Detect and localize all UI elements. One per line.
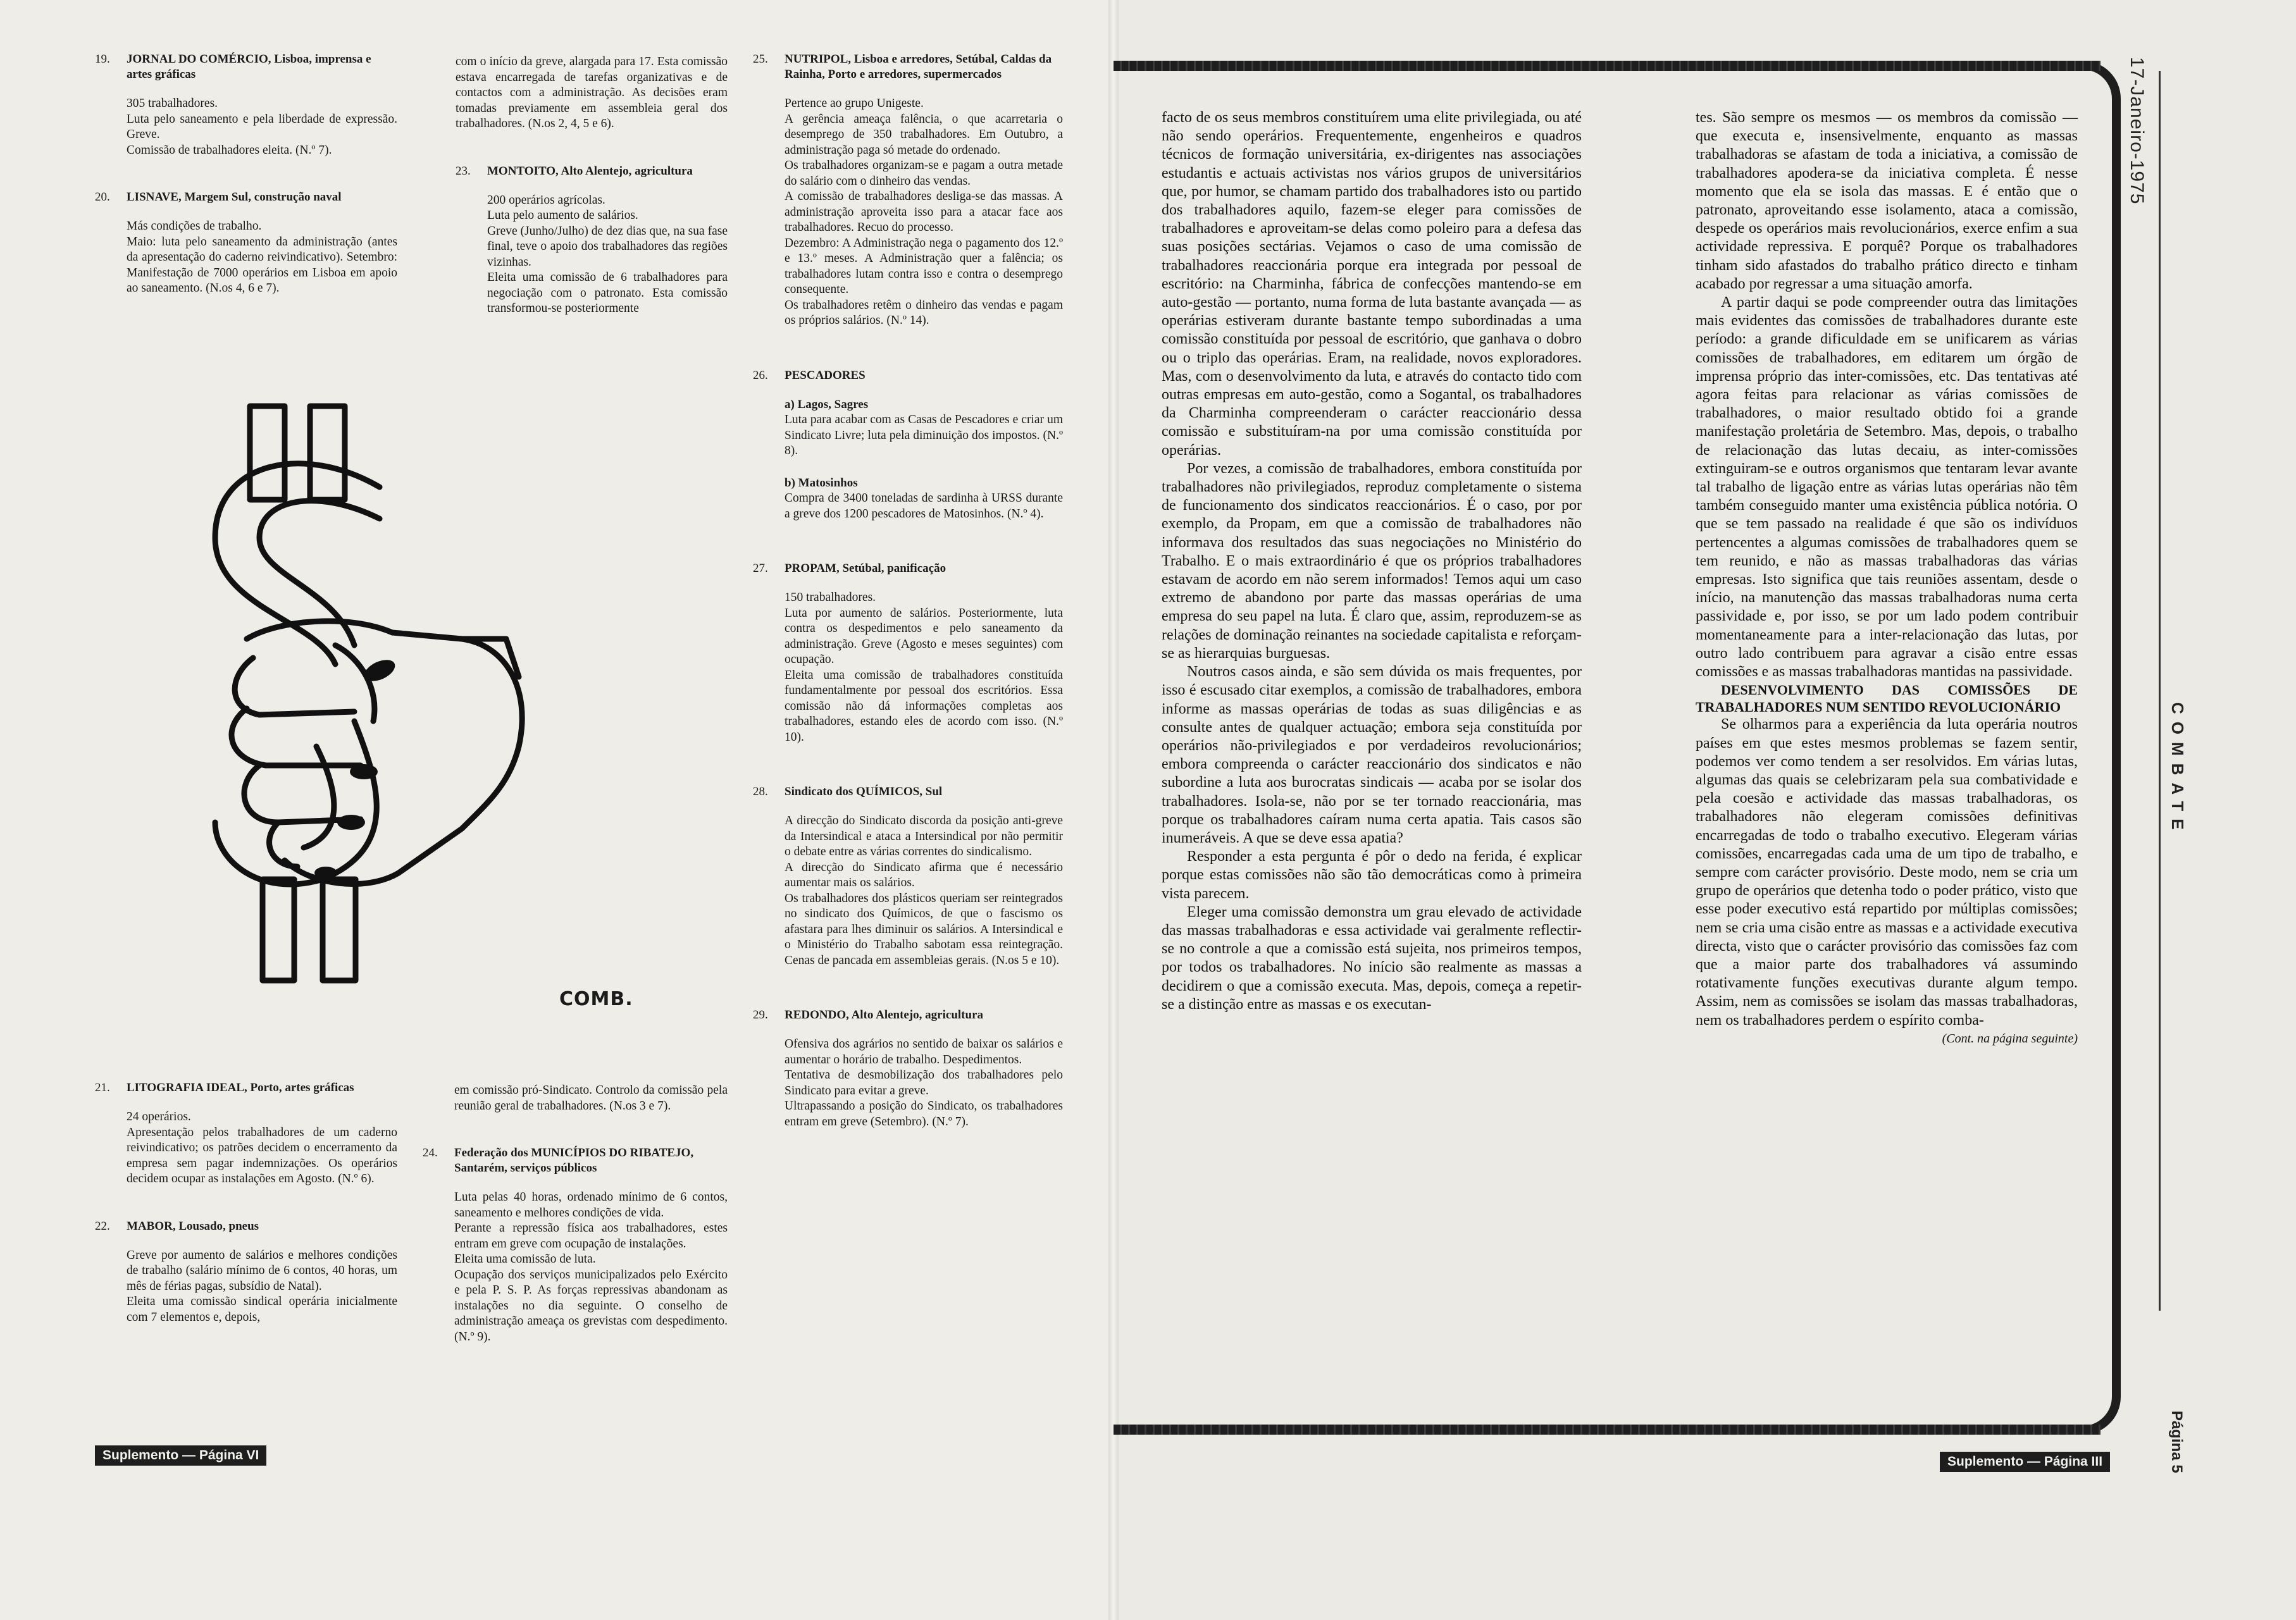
entry-number: 25. bbox=[753, 53, 768, 66]
section-heading: DESENVOLVIMENTO DAS COMISSÕES DE TRABALHADORES NUM SENTIDO REVOLUCIONÁRIO bbox=[1696, 682, 2078, 715]
listing-entry bbox=[95, 52, 397, 158]
listing-entry bbox=[753, 52, 1063, 329]
entry-title bbox=[456, 164, 728, 179]
listing-entry bbox=[95, 1080, 397, 1187]
continuation-text: com o início da greve, alargada para 17. Esta comissão estava encarregada de tarefas organizativas e de contactos com a administração. As decisões eram tomadas previamente em assembleia geral dos trabalhadores. (N.os 2, 4, 5 e 6). bbox=[456, 55, 728, 130]
entry-title bbox=[95, 1219, 397, 1234]
article-paragraph: facto de os seus membros constituírem uma elite privilegiada, ou até não sendo operários. Frequentemente, engenheiros e quadros técnicos de formação universitária, ex-dirigentes nas associações estudantis e actuais activistas nos vários grupos de universitários que, por humor, se chamam partido dos trabalhadores isto ou partido dos trabalhadores aquilo, fazem-se eleger para comissões de trabalhadores e aproveitam-se delas como poleiro para a defesa das suas posições sectárias. Vejamos o caso de uma comissão de trabalhadores reaccionária porque era integrada por pessoal de escritório: na Charminha, fábrica de confecções mantendo-se em auto-gestão — portanto, numa forma de luta bastante avançada — as operárias estiveram durante bastante tempo subordinadas a uma comissão constituída por pessoal de escritório, que ganhava o dobro ou o triplo das operárias. Eram, na realidade, novos exploradores. Mas, com o desenvolvimento da luta, e através do contacto tido com outras empresas em auto-gestão, como a Sogantal, os trabalhadores da Charminha compreenderam o carácter reaccionário dessa comissão e substituíram-na por uma comissão constituída por operárias. bbox=[1162, 109, 1582, 459]
entry-paragraph: A direcção do Sindicato discorda da posição anti-greve da Intersindical e ataca a Intersindical por não permitir o debate entre as várias correntes do sindicalismo. bbox=[785, 814, 1063, 858]
entry-paragraph: Luta pelas 40 horas, ordenado mínimo de 6 contos, saneamento e melhores condições de vida. bbox=[454, 1190, 728, 1220]
entry-paragraph: 305 trabalhadores. bbox=[127, 97, 218, 110]
article-paragraph: Eleger uma comissão demonstra um grau elevado de actividade das massas trabalhadoras e essa actividade vai geralmente reflectir-se no controle a que a comissão está sujeita, nos primeiros tempos, por todos os trabalhadores. No início são realmente as massas a decidirem o que a comissão executa. Mas, depois, começa a repetir-se a distinção entre as massas e os executan- bbox=[1162, 903, 1582, 1013]
entry-paragraph: Eleita uma comissão de trabalhadores constituída fundamentalmente por pessoal dos escritórios. Essa comissão não dá informações completas aos trabalhadores, estando eles de acordo com isso. (N.º 10). bbox=[785, 668, 1063, 744]
entry-paragraph: Ocupação dos serviços municipalizados pelo Exército e pela P. S. P. As forças repressivas abandonam as instalações no dia seguinte. O conselho de administração ameaça os grevistas com despedimento. (N.º 9). bbox=[454, 1268, 728, 1344]
entry-heading: Federação dos MUNICÍPIOS DO RIBATEJO, Santarém, serviços públicos bbox=[454, 1146, 694, 1175]
entry-paragraph: 150 trabalhadores. bbox=[785, 591, 876, 604]
entry-paragraph: Os trabalhadores dos plásticos queriam ser reintegrados no sindicato dos Químicos, de que o fascismo os afastara para lhes diminuir os salários. A Intersindical e o Ministério do Trabalho sabotam essa reintegração. Cenas de pancada em assembleias gerais. (N.os 5 e 10). bbox=[785, 891, 1063, 967]
vertical-date: 17-Janeiro-1975 bbox=[2126, 57, 2147, 205]
entry-paragraph: Eleita uma comissão sindical operária inicialmente com 7 elementos e, depois, bbox=[127, 1295, 397, 1324]
continuation-text: em comissão pró-Sindicato. Controlo da comissão pela reunião geral de trabalhadores. (N.os 3 e 7). bbox=[454, 1084, 728, 1113]
entry-heading: LISNAVE, Margem Sul, construção naval bbox=[127, 190, 342, 204]
article-paragraph: Se olharmos para a experiência da luta operária noutros países em que estes mesmos problemas se fazem sentir, podemos ver como tendem a ser resolvidos. Em várias lutas, algumas das quais se celebrizaram pela sua combatividade e pela coesão e actividade das massas trabalhadoras, os trabalhadores não elegeram comissões definitivas encarregadas de todo o trabalho executivo. Elegeram várias comissões, encarregadas cada uma de um tipo de trabalho, e sempre com carácter provisório. Deste modo, nem se cria um grupo de operários que detenha todo o poder prático, visto que esse poder executivo está repartido por múltiplas comissões; nem se cria uma cisão entre as massas e a actividade executiva directa, visto que o carácter provisório das comissões faz com que a maior parte dos trabalhadores vá assumindo rotativamente funções executivas durante algum tempo. Assim, nem as comissões se isolam das massas trabalhadoras, nem os trabalhadores perdem o espírito comba- bbox=[1696, 716, 2078, 1029]
column-2-upper bbox=[456, 54, 728, 349]
entry-paragraph: Greve (Junho/Julho) de dez dias que, na sua fase final, teve o apoio dos trabalhadores das regiões vizinhas. bbox=[487, 224, 728, 269]
frame-bottom-bar bbox=[1114, 1425, 2101, 1435]
entry-paragraph: Luta por aumento de salários. Posteriormente, luta contra os despedimentos e pelo saneamento da administração. Greve (Agosto e meses seguintes) com ocupação. bbox=[785, 606, 1063, 666]
entry-heading: LITOGRAFIA IDEAL, Porto, artes gráficas bbox=[127, 1081, 354, 1094]
entry-number: 29. bbox=[753, 1008, 768, 1022]
listing-entry bbox=[753, 1008, 1063, 1130]
entry-paragraph: Más condições de trabalho. bbox=[127, 220, 262, 233]
listing-entry bbox=[753, 368, 1063, 522]
entry-title bbox=[423, 1146, 728, 1176]
article-paragraph: A partir daqui se pode compreender outra das limitações mais evidentes das comissões de trabalhadores durante este período: a grande dificuldade em se unificarem as várias comissões de trabalhadores, em editarem um órgão de imprensa próprio das inter-comissões, etc. Das tentativas até agora feitas para relacionar as várias comissões de trabalhadores, o maior resultado obtido foi a grande manifestação proletária de Setembro. Mas, depois, o trabalho de relacionação das lutas decaiu, as inter-comissões extinguiram-se e outros organismos que tentaram levar avante tal trabalho de ligação entre as várias lutas operárias não têm também conseguido manter uma existência pública notória. O que se tem passado na realidade é que são os indivíduos pertencentes a algumas comissões de trabalhadores quem se tem reunido, e não as massas trabalhadoras das várias empresas. Isto significa que tais reuniões assentam, desde o início, na manutenção das massas trabalhadoras numa certa passividade e, por isso, se por um lado podem contribuir momentaneamente para a inter-relacionação das lutas, por outro lado contribuem para agravar a cisão entre essas comissões e as massas trabalhadoras mantidas na passividade. bbox=[1696, 294, 2078, 681]
entry-paragraph: Luta pelo aumento de salários. bbox=[487, 209, 638, 222]
sub-heading: b) Matosinhos bbox=[785, 476, 858, 490]
entry-number: 27. bbox=[753, 562, 768, 575]
listing-entry bbox=[753, 784, 1063, 968]
entry-paragraph: Eleita uma comissão de 6 trabalhadores para negociação com o patronato. Esta comissão transformou-se posteriormente bbox=[487, 271, 728, 315]
entry-paragraph: Eleita uma comissão de luta. bbox=[454, 1252, 596, 1266]
illustration-signature: COMB. bbox=[559, 988, 633, 1010]
column-3 bbox=[753, 52, 1063, 1169]
entry-title bbox=[95, 190, 397, 205]
masthead-vertical: COMBATE bbox=[2168, 702, 2187, 838]
listing-entry bbox=[95, 190, 397, 297]
entry-heading: Sindicato dos QUÍMICOS, Sul bbox=[785, 785, 943, 798]
article-column-b bbox=[1696, 109, 2078, 1048]
entry-paragraph: A direcção do Sindicato afirma que é necessário aumentar mais os salários. bbox=[785, 860, 1063, 889]
page-number-vertical: Página 5 bbox=[2168, 1411, 2185, 1473]
entry-title bbox=[753, 52, 1063, 82]
entry-title bbox=[753, 368, 1063, 383]
entry-paragraph: Ofensiva dos agrários no sentido de baixar os salários e aumentar o horário de trabalho. Despedimentos. bbox=[785, 1037, 1063, 1067]
entry-number: 23. bbox=[456, 164, 471, 178]
entry-paragraph: Greve por aumento de salários e melhores condições de trabalho (salário mínimo de 6 contos, 40 horas, um mês de férias pagas, subsídio de Natal). bbox=[127, 1248, 397, 1293]
entry-title bbox=[753, 561, 1063, 576]
entry-paragraph: Perante a repressão física aos trabalhadores, estes entram em greve com ocupação de instalações. bbox=[454, 1221, 728, 1251]
entry-number: 20. bbox=[95, 190, 110, 204]
entry-number: 19. bbox=[95, 53, 110, 66]
entry-number: 24. bbox=[423, 1146, 438, 1159]
entry-heading: NUTRIPOL, Lisboa e arredores, Setúbal, Caldas da Rainha, Porto e arredores, supermercados bbox=[785, 53, 1052, 81]
listing-entry bbox=[95, 1219, 397, 1326]
listing-entry bbox=[456, 164, 728, 317]
entry-paragraph: Luta para acabar com as Casas de Pescadores e criar um Sindicato Livre; luta pela diminuição dos impostos. (N.º 8). bbox=[785, 413, 1063, 457]
entry-heading: JORNAL DO COMÉRCIO, Lisboa, imprensa e artes gráficas bbox=[127, 53, 371, 81]
listing-entry bbox=[753, 561, 1063, 745]
entry-number: 21. bbox=[95, 1081, 110, 1094]
footer-left: Suplemento — Página VI bbox=[95, 1445, 266, 1466]
entry-title bbox=[95, 1080, 397, 1096]
continued-note: (Cont. na página seguinte) bbox=[1942, 1031, 2078, 1046]
listing-entry bbox=[423, 1146, 728, 1345]
column-1-lower bbox=[95, 1080, 397, 1357]
entry-paragraph: Apresentação pelos trabalhadores de um caderno reivindicativo; os patrões decidem o encerramento da empresa sem pagar indemnizações. Os operários decidem ocupar as instalações em Agosto. (N.º 6). bbox=[127, 1125, 397, 1185]
article-paragraph: tes. São sempre os mesmos — os membros da comissão — que executa e, insensivelmente, enquanto as massas trabalhadoras se afastam de toda a iniciativa, a comissão de trabalhadores apodera-se da iniciativa completa. É nesse momento que ela se isola das massas. E é então que o patronato, aproveitando esse isolamento, ataca a comissão, despede os operários mais revolucionários, exerce enfim a sua actividade repressiva. E porquê? Porque os trabalhadores tinham sido afastados do trabalho prático directo e tinham acabado por regressar a uma situação amorfa. bbox=[1696, 109, 2078, 292]
article-paragraph: Noutros casos ainda, e são sem dúvida os mais frequentes, por isso é escusado citar exemplos, a comissão de trabalhadores, embora informe as massas operárias de todas as suas diligências e as consulte antes de qualquer actuação; embora seja constituída por operários não-privilegiados e por verdadeiros revolucionários; embora compreenda o carácter reaccionário dos sindicatos e não subordine a luta aos burocratas sindicais — acaba por se isolar dos trabalhadores. Isola-se, não por se ter tornado reaccionária, mas porque os trabalhadores caíram numa certa apatia. Tais casos são inumeráveis. A que se deve essa apatia? bbox=[1162, 664, 1582, 846]
entry-title bbox=[753, 784, 1063, 800]
entry-paragraph: Os trabalhadores retêm o dinheiro das vendas e pagam os próprios salários. (N.º 14). bbox=[785, 298, 1063, 327]
entry-paragraph: Ultrapassando a posição do Sindicato, os trabalhadores entram em greve (Setembro). (N.º 7). bbox=[785, 1099, 1063, 1128]
entry-title bbox=[95, 52, 397, 82]
frame-top-bar bbox=[1114, 61, 2101, 71]
entry-paragraph: A comissão de trabalhadores desliga-se das massas. A administração aproveita isso para a atacar face aos trabalhadores. Recuo do processo. bbox=[785, 190, 1063, 234]
entry-paragraph: Comissão de trabalhadores eleita. (N.º 7). bbox=[127, 143, 332, 157]
entry-paragraph: 200 operários agrícolas. bbox=[487, 193, 605, 207]
entry-heading: PESCADORES bbox=[785, 368, 866, 382]
sub-heading: a) Lagos, Sagres bbox=[785, 397, 869, 411]
entry-paragraph: Luta pelo saneamento e pela liberdade de expressão. Greve. bbox=[127, 112, 397, 141]
entry-heading: REDONDO, Alto Alentejo, agricultura bbox=[785, 1008, 984, 1022]
article-paragraph: Responder a esta pergunta é pôr o dedo na ferida, é explicar porque estas comissões não são tão democráticas como à primeira vista parecem. bbox=[1162, 848, 1582, 902]
entry-paragraph: Maio: luta pelo saneamento da administração (antes da apresentação do caderno reivindicativo). Setembro: Manifestação de 7000 operários em Lisboa em apoio ao saneamento. (N.os 4, 6 e 7). bbox=[127, 235, 397, 295]
fist-dollar-illustration bbox=[190, 392, 544, 999]
footer-right: Suplemento — Página III bbox=[1940, 1452, 2110, 1472]
entry-title bbox=[753, 1008, 1063, 1023]
vertical-rule bbox=[2159, 71, 2161, 1311]
entry-number: 28. bbox=[753, 785, 768, 798]
entry-number: 22. bbox=[95, 1219, 110, 1233]
entry-paragraph: Tentativa de desmobilização dos trabalhadores pelo Sindicato para evitar a greve. bbox=[785, 1068, 1063, 1098]
entry-paragraph: Os trabalhadores organizam-se e pagam a outra metade do salário com o dinheiro das vendas. bbox=[785, 159, 1063, 188]
entry-paragraph: A gerência ameaça falência, o que acarretaria o desemprego de 350 trabalhadores. Em Outubro, a administração paga só metade do ordenado. bbox=[785, 112, 1063, 157]
entry-paragraph: Compra de 3400 toneladas de sardinha à URSS durante a greve dos 1200 pescadores de Matosinhos. (N.º 4). bbox=[785, 492, 1063, 521]
article-paragraph: Por vezes, a comissão de trabalhadores, embora constituída por trabalhadores não privilegiados, reproduz completamente o sistema de funcionamento dos sindicatos reaccionários. É o caso, por por exemplo, da Propam, em que a comissão de trabalhadores não informava dos resultados das suas negociações no Ministério do Trabalho. E o mais extraordinário é que os próprios trabalhadores estavam de acordo em não serem informados! Temos aqui um caso extremo de abandono por parte das massas operárias de uma empresa do seu papel na luta. É claro que, assim, reproduzem-se as relações de dominação reinantes na sociedade capitalista e reforçam-se as hierarquias burguesas. bbox=[1162, 460, 1582, 662]
entry-heading: MONTOITO, Alto Alentejo, agricultura bbox=[487, 164, 693, 178]
entry-paragraph: Pertence ao grupo Unigeste. bbox=[785, 97, 924, 110]
entry-heading: PROPAM, Setúbal, panificação bbox=[785, 562, 946, 575]
entry-paragraph: 24 operários. bbox=[127, 1110, 191, 1123]
article-column-a bbox=[1162, 109, 1582, 1014]
entry-number: 26. bbox=[753, 368, 768, 382]
entry-heading: MABOR, Lousado, pneus bbox=[127, 1219, 259, 1233]
column-2-lower bbox=[423, 1083, 728, 1376]
entry-paragraph: Dezembro: A Administração nega o pagamento dos 12.º e 13.º meses. A Administração quer a falência; os trabalhadores lutam contra isso e contra o desemprego consequente. bbox=[785, 236, 1063, 296]
column-1-upper bbox=[95, 52, 397, 328]
